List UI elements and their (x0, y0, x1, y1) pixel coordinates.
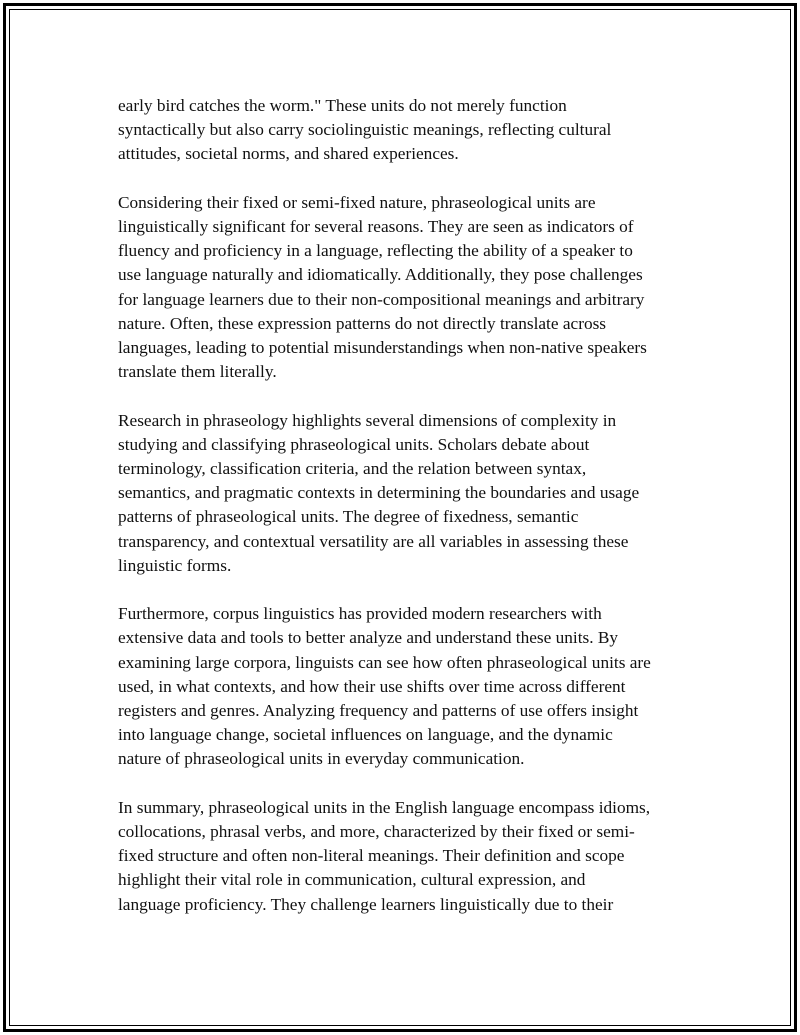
document-body (118, 94, 696, 941)
paragraph-4: Furthermore, corpus linguistics has provided modern researchers with extensive data and tools to better analyze and understand these units. By examining large corpora, linguists can see how often phraseological units are used, in what contexts, and how their use shifts over time across different registers and genres. Analyzing frequency and patterns of use offers insight into language change, societal influences on language, and the dynamic nature of phraseological units in everyday communication. (118, 604, 651, 769)
paragraph-3: Research in phraseology highlights several dimensions of complexity in studying and classifying phraseological units. Scholars debate about terminology, classification criteria, and the relation between syntax, semantics, and pragmatic contexts in determining the boundaries and usage patterns of phraseological units. The degree of fixedness, semantic transparency, and contextual versatility are all variables in assessing these linguistic forms. (118, 410, 640, 575)
paragraph-5: In summary, phraseological units in the English language encompass idioms, collocations, phrasal verbs, and more, characterized by their fixed or semi- fixed structure and often non-literal meanings. Their definition and scope highlight their vital role in communication, cultural expression, and language proficiency. They challenge learners linguistically due to their (118, 797, 651, 914)
paragraph-1: early bird catches the worm." These units do not merely function syntactically but also carry sociolinguistic meanings, reflecting cultural attitudes, societal norms, and shared experiences. (118, 96, 612, 164)
paragraph-2: Considering their fixed or semi-fixed nature, phraseological units are linguistically significant for several reasons. They are seen as indicators of fluency and proficiency in a language, reflecting the ability of a speaker to use language naturally and idiomatically. Additionally, they pose challenges for language learners due to their non-compositional meanings and arbitrary nature. Often, these expression patterns do not directly translate across languages, leading to potential misunderstandings when non-native speakers translate them literally. (118, 192, 647, 382)
